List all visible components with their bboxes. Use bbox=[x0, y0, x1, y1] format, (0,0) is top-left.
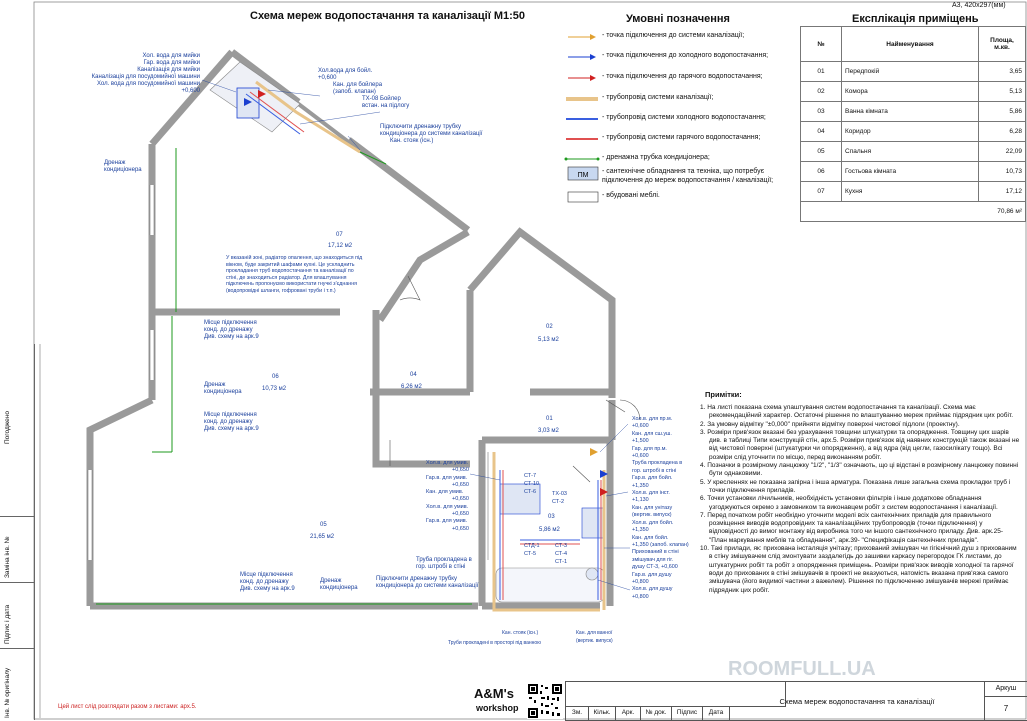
annotation-drain-left: Дренаж кондиціонера bbox=[104, 160, 142, 173]
room-area: 3,03 м2 bbox=[538, 428, 559, 434]
kitchen-furniture bbox=[210, 62, 300, 132]
note-item: 1. На листі показана схема улаштування систем водопостачання та каналізації. Схема має рекомендаційний характер. Остаточні рішення по влаштуванню мереж приймає підрядник цих робіт. bbox=[700, 404, 1014, 420]
window-lines bbox=[88, 185, 154, 560]
table-row: 04 Коридор 6,28 bbox=[801, 122, 1026, 142]
table-row: 06 Гостьова кімната 10,73 bbox=[801, 162, 1026, 182]
watermark: ROOMFULL.UA bbox=[728, 658, 876, 680]
note-item: 5. У кресленнях не показана запірна і інша арматура. Показана лише загальна схема прокладки труб і точки підключення приладів. bbox=[700, 478, 1011, 494]
furniture-icon bbox=[564, 191, 600, 203]
sheet-label: Аркуш bbox=[985, 682, 1027, 697]
notes bbox=[700, 404, 1020, 595]
walls bbox=[90, 52, 612, 606]
arrow-icon bbox=[564, 51, 600, 63]
note-item: 10. Такі прилади, як: прихована інсталяція унітазу; прихований змішувач чи гігієнічний душ з прихованим в стіну змішувачем слід змонтувати заздалегідь до зашивки каркасу перегородок ГК листами, до штукатурних робіт та робіт з опорядження приміщень. Розміри прив'язок виводів холодної та гарячої води до прихованих в стіні змішувачів в проекті не вказуються, натомість вказана прив'язка самого змішувача (його видимої частини з важелем). Рішення по підключенню змішувачів мережі приймає підрядник цих робіт. bbox=[700, 545, 1017, 594]
pipe-cold bbox=[246, 94, 598, 600]
annotation-drain-mid: Дренаж кондиціонера bbox=[204, 382, 242, 395]
note-item: 3. Розміри прив'язок вказані без урахування товщини штукатурки та опорядження. Товщину цих шарів див. в таблиці Типи конструкцій стін, арх.5. Розміри прив'язок від наявних конструкцій також вказані не від чистової поверхні (штукатурки чи опорядження), а від ядра (від цегли, газосилікату тощо). Всі розміри слід уточнити по місцю, перед виконанням робіт. bbox=[700, 428, 1020, 461]
svg-text:ПМ: ПМ bbox=[577, 172, 589, 179]
room-area: 6,26 м2 bbox=[401, 384, 422, 390]
annotation-place-1: Місце підключення конд. до дренажу Див. схему на арк.9 bbox=[204, 320, 259, 340]
explication-title: Експлікація приміщень bbox=[852, 13, 979, 25]
annotation-pipes-under-bath: Труби прокладені в просторі під ванною bbox=[448, 640, 541, 646]
doors bbox=[390, 276, 640, 482]
annotation-kitchen-sink: Хол. вода для мийки Гар. вода для мийки Каналізація для мийки Каналізація для посудомийної машини Хол. вода для посудомийної машини +0,600 bbox=[91, 53, 200, 94]
room-area: 10,73 м2 bbox=[262, 386, 287, 392]
annotation-drain-kitchen: Підключити дренажну трубку кондиціонера до системи каналізації Кан. стояк (існ.) bbox=[380, 124, 483, 144]
note-item: 6. Точки установки лічильників, необхідність установки фільтрів і інше додаткове обладнання узгоджуються окремо з замовником та виконавцем робіт з систем водопостачання і каналізації. bbox=[700, 495, 998, 511]
room-area: 17,12 м2 bbox=[328, 243, 353, 249]
table-row: 05 Спальня 22,09 bbox=[801, 142, 1026, 162]
annotation-place-3: Місце підключення конд. до дренажу Див. схему на арк.9 bbox=[240, 572, 295, 592]
arrow-icon bbox=[564, 72, 600, 84]
annotation-bath-left: Хол.в. для умив. +0,650 Гар.в. для умив. +0,650 Кан. для умив. +0,650 Хол.в. для умив. +0,650 Гар.в. для умив. +0,650 bbox=[426, 460, 469, 532]
table-header: № Найменування Площа, м.кв. bbox=[801, 27, 1026, 62]
sheet-format: А3, 420х297(мм) bbox=[952, 2, 1006, 9]
annotation-kitchen-note: У вказаній зоні, радіатор опалення, що знаходиться під вікном, буде закритий шафами кухні. Це ускладнить прокладання труб водопостачання та каналізації по стіні, де знаходиться радіатор. Для влаштування підключень пропонуємо використати гнучкі з'єднання (водопровідні шланги, гофровані труби і т.п.) bbox=[226, 255, 363, 294]
equipment-icon bbox=[564, 166, 600, 182]
sidebar-cell: Інв. № оригіналу bbox=[4, 667, 11, 718]
sheet-title: Схема мереж водопостачання та каналізації М1:50 bbox=[250, 10, 526, 22]
annotation-bath-right: Хол.в. для пр.м. +0,600 Кан. для сш.уш. +1,500 Гар. для пр.м. +0,600 Труба прокладена в гор. штробі в стіні Гар.в. для бойл. +1,350 Хол.в. для інст. +1,130 Кан. для унітазу (вертик. випуск) Хол.в. для бойл. +1,350 Кан. для бойл. +1,350 (запоб. клапан) Прихований в стіні змішувач для гіг. душу СТ-3, +0,600 Гар.в. для душу +0,800 Хол.в. для душу +0,800 bbox=[632, 416, 689, 600]
annotation-bath-tags-4: СТ-3 СТ-4 СТ-1 bbox=[555, 543, 568, 566]
room-number: 02 bbox=[546, 324, 553, 330]
annotation-drain-bottom: Дренаж кондиціонера bbox=[320, 578, 358, 591]
annotation-bath-tags: СТ-7 СТ-10 СТ-6 bbox=[524, 473, 540, 496]
room-number: 03 bbox=[548, 514, 555, 520]
annotation-pipe-floor: Труба прокладена в гор. штробі в стіні bbox=[416, 557, 472, 570]
sheet-number: 7 bbox=[1003, 704, 1009, 713]
footer-note: Цей лист слід розглядати разом з листами: арх.5. bbox=[58, 704, 197, 710]
pipe-cold-icon bbox=[564, 113, 600, 125]
dimension-lines bbox=[40, 344, 488, 718]
room-area: 21,65 м2 bbox=[310, 534, 335, 540]
title-block: Зм. Кільк. Арк. № док. Підпис Дата Схема мереж водопостачання та каналізації Аркуш 7 bbox=[565, 681, 1027, 721]
note-item: 4. Позначки в розмірному ланцюжку "1/2", "1/3" означають, що ці відстані в розмірному ланцюжку повинні бути однаковими. bbox=[700, 462, 1019, 478]
annotation-bath-sewer-outlet: (вертик. випуск) bbox=[576, 638, 613, 644]
sheet-name-cell bbox=[730, 682, 985, 720]
room-number: 04 bbox=[410, 372, 417, 378]
room-number: 05 bbox=[320, 522, 327, 528]
annotation-bath-tags-2: ТХ-03 СТ-2 bbox=[552, 491, 567, 506]
logo-subtitle: workshop bbox=[476, 703, 519, 713]
room-area: 5,13 м2 bbox=[538, 337, 559, 343]
table-row: 07 Кухня 17,12 bbox=[801, 182, 1026, 202]
annotation-boiler: Хол.вода для бойл. +0,600 Кан. для бойлера (запоб. клапан) ТХ-08 Бойлер встан. на підлогу bbox=[318, 68, 410, 109]
annotation-stoyak: Кан. стояк (існ.) bbox=[502, 630, 539, 636]
note-item: 7. Перед початком робіт необхідно уточнити моделі всіх сантехнічних приладів для правильного розміщення виводів водопровідних та каналізаційних трубопроводів (точки підключення) у відповідності до вимог монтажу від виробника того чи іншого сантехнічного приладу. Див. арк.25- "План маркування меблів та обладнання", арк.39- "Специфікація сантехнічних приладів". bbox=[700, 511, 1003, 544]
table-row: 03 Ванна кімната 5,86 bbox=[801, 102, 1026, 122]
arrow-icon bbox=[564, 31, 600, 43]
sheet-name: Схема мереж водопостачання та каналізації bbox=[779, 697, 935, 706]
sidebar-cell: Заміна інв. № bbox=[0, 516, 34, 583]
room-number: 07 bbox=[336, 232, 343, 238]
table-row: 02 Комора 5,13 bbox=[801, 82, 1026, 102]
approval-sidebar bbox=[0, 344, 35, 720]
sidebar-cell: Підпис і дата bbox=[0, 582, 34, 649]
qr-code-icon bbox=[527, 683, 563, 719]
room-number: 06 bbox=[272, 374, 279, 380]
room-number: 01 bbox=[546, 416, 553, 422]
pipe-drain-icon bbox=[564, 153, 600, 165]
annotation-bath-sewer: Кан. для ванної bbox=[576, 630, 613, 636]
logo: A&M's bbox=[474, 686, 514, 701]
legend-title: Умовні позначення bbox=[626, 13, 730, 25]
annotation-place-2: Місце підключення конд. до дренажу Див. схему на арк.9 bbox=[204, 412, 259, 432]
sidebar-cell: Погоджено bbox=[0, 344, 34, 517]
notes-title: Примітки: bbox=[705, 390, 742, 399]
explication-table bbox=[800, 26, 1026, 222]
bath-fixtures bbox=[496, 484, 604, 602]
pipe-sewer-icon bbox=[564, 93, 600, 105]
annotation-bath-tags-3: СТД-1 СТ-5 bbox=[524, 543, 540, 558]
table-row: 01 Передпокій 3,65 bbox=[801, 62, 1026, 82]
table-total-row: 70,86 м² bbox=[801, 202, 1026, 222]
pipe-hot-icon bbox=[564, 133, 600, 145]
room-area: 5,86 м2 bbox=[539, 527, 560, 533]
annotation-connect-drain: Підключити дренажну трубку кондиціонера до системи каналізації bbox=[376, 576, 479, 589]
note-item: 2. За умовну відмітку "±0,000" прийняти відмітку поверхні чистової підлоги (проектну). bbox=[700, 420, 960, 428]
